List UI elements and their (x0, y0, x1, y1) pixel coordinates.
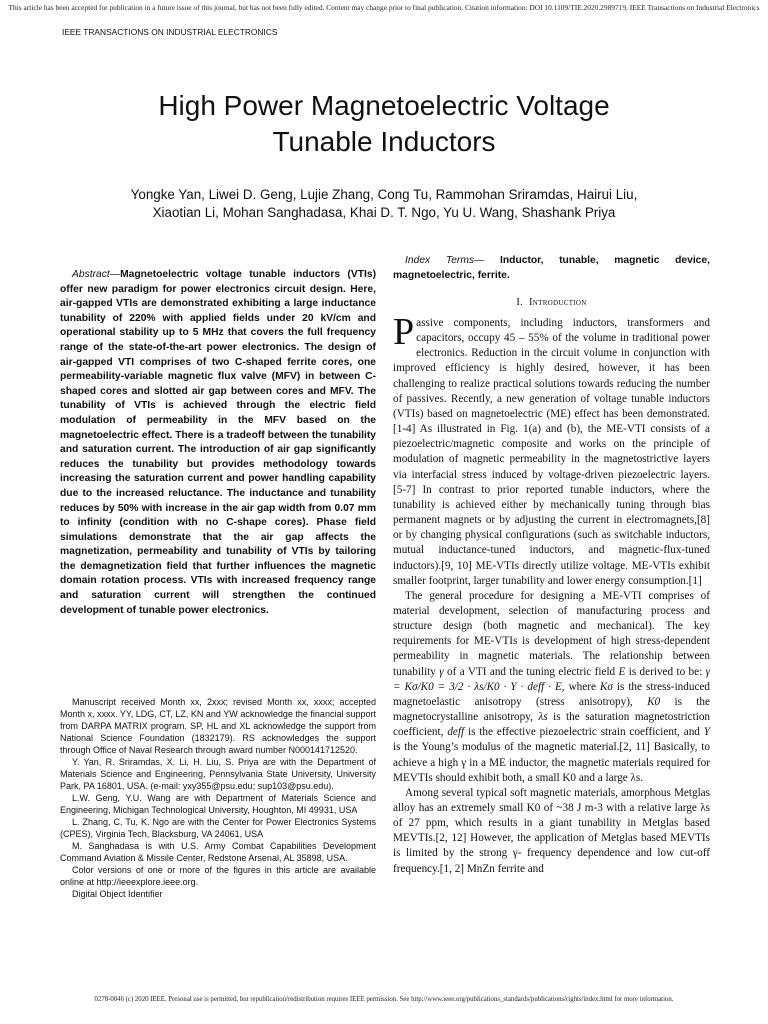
tunability-formula: γ = Kσ/K0 = 3/2 · λs/K0 · Y · deff · E (393, 665, 710, 693)
p2-text-d: , where (561, 680, 600, 693)
p2-text-h: is the effective piezoelectric strain coefficient, and (464, 726, 704, 739)
p2-text-b: of a VTI and the tuning electric field (443, 665, 619, 678)
footnote-affiliation-mtu: L.W. Geng, Y.U. Wang are with Department of Materials Science and Engineering, Michigan Technological University, Houghton, MI 49931, USA (60, 793, 376, 815)
symbol-k-sigma: Kσ (599, 680, 613, 693)
journal-name: IEEE TRANSACTIONS ON INDUSTRIAL ELECTRONICS (62, 27, 278, 37)
intro-paragraph-3: Among several typical soft magnetic materials, amorphous Metglas alloy has an extremely small K0 of ~38 J m-3 with a relative large λs of 27 ppm, which results in a giant tunability in Metglas based MEVTIs.[2, 12] However, the application of Metglas based MEVTIs is limited by the strong γ- frequency dependence and low cut-off frequency.[1, 2] MnZn ferrite and (393, 786, 710, 875)
abstract-label: Abstract— (72, 269, 121, 280)
index-terms-label: Index Terms— (405, 255, 485, 266)
title-line-1: High Power Magnetoelectric Voltage (158, 90, 610, 121)
symbol-e: E (618, 665, 626, 678)
section-number: I. (516, 297, 524, 308)
p2-text-i: is the Young’s modulus of the magnetic material.[2, 11] Basically, to achieve a high γ in a ME inductor, the magnetic materials required for MEVTIs should exhibit both, a small K0 and a large λs. (393, 741, 710, 784)
acceptance-banner: This article has been accepted for publication in a future issue of this journal, but has not been fully edited. Content may change prior to final publication. Citation information: DOI 10.1109/TIE.2020.2989719, IEEE Transactions on Industrial Electronics (8, 3, 760, 12)
footnote-affiliation-psu: Y. Yan, R. Sriramdas, X. Li, H. Liu, S. Priya are with the Department of Materials Science and Engineering, Pennsylvania State University, University Park, PA 16801, USA. (e-mail: yxy355@psu.edu; sup103@psu.edu). (60, 757, 376, 791)
index-terms (393, 254, 710, 283)
introduction-body (393, 311, 711, 877)
footnote-affiliation-vt: L. Zhang, C. Tu, K. Ngo are with the Center for Power Electronics Systems (CPES), Virginia Tech, Blacksburg, VA 24061, USA (60, 817, 376, 839)
author-list (0, 186, 768, 222)
section-title: Introduction (528, 297, 587, 308)
footnote-color-figures: Color versions of one or more of the figures in this article are available online at http://ieeexplore.ieee.org. (60, 865, 376, 887)
intro-paragraph-1 (393, 311, 710, 589)
drop-cap: P (393, 311, 415, 353)
footnotes (60, 696, 376, 900)
copyright-footer: 0278-0046 (c) 2020 IEEE. Personal use is permitted, but republication/redistribution requires IEEE permission. See http://www.ieee.org/publications_standards/publications/rights/index.html for more information. (94, 996, 674, 1003)
authors-line-2: Xiaotian Li, Mohan Sanghadasa, Khai D. T. Ngo, Yu U. Wang, Shashank Priya (152, 205, 616, 220)
symbol-deff: deff (447, 726, 465, 739)
symbol-lambda-s: λs (538, 711, 548, 724)
symbol-gamma: γ (439, 665, 444, 678)
paper-title (0, 88, 768, 160)
symbol-k0: K0 (647, 695, 661, 708)
title-line-2: Tunable Inductors (272, 126, 496, 157)
index-terms-text: Inductor, tunable, magnetic device, magnetoelectric, ferrite. (393, 255, 710, 281)
p2-text-a: The general procedure for designing a ME-VTI comprises of material development, selection of manufacturing process and structure design (both magnetic and mechanical). The key requirements for ME-VTIs is development of high stress-dependent permeability in magnetic materials. The relationship between tunability (393, 589, 710, 678)
intro-paragraph-2 (393, 589, 710, 786)
intro-paragraph-1-text: assive components, including inductors, transformers and capacitors, occupy 45 – 55% of the volume in traditional power electronics. Reduction in the circuit volume in conjunction with improved efficiency is highly desired, however, it has been challenging to realize practical solutions towards reducing the number of passives. Recently, a new generation of voltage tunable inductors (VTIs) based on magnetoelectric (ME) effect has been demonstrated.[1-4] As illustrated in Fig. 1(a) and (b), the ME-VTI consists of a piezoelectric/magnetic composite and works on the principle of modulation of magnetic permeability in the magnetostrictive layers via interfacial stress induced by voltage-driven piezoelectric layers. [5-7] In contrast to prior reported tunable inductors, where the tunability is achieved either by mechanically tuning through bias permanent magnets or by adjusting the current in electromagnets,[8] or by changing physical configurations (such as switchable inductors, mutual inductance-tuned inductors, and magnetic-flux-tuned inductors).[9, 10] ME-VTIs directly utilize voltage. ME-VTIs exhibit smaller footprint, larger tunability and lower energy consumption.[1] (393, 317, 710, 587)
abstract-text: Magnetoelectric voltage tunable inductors (VTIs) offer new paradigm for power electronics circuit design. Here, air-gapped VTIs are demonstrated exhibiting a large inductance tunability of 220% with applied fields under 20 kV/cm and operational stability up to 5 MHz that covers the full frequency range of the state-of-the-art power electronics. The design of air-gapped VTI comprises of two C-shaped ferrite cores, one permeability-variable magnetic flux valve (MFV) in between C-shaped cores and slotted air gap between cores and MFV. The tunability of VTIs is achieved through the electric field modulation of permeability in the MFV based on the magnetoelectric effect. There is a tradeoff between the tunability and saturation current. The introduction of air gap significantly reduces the tunability but provides methodology towards increasing the saturation current and power handling capability due to the increased reluctance. The inductance and tunability reduces by 50% with increase in the air gap width from 0.07 mm to infinity (condition with no C-shape cores). Phase field simulations demonstrate that the air gap affects the magnetization, permeability and tunability of VTIs by tailoring the demagnetization field that further influences the magnetic domain rotation process. VTIs with increased frequency range and saturation current will strengthen the continued development of tunable power electronics. (60, 269, 376, 616)
section-heading (393, 297, 710, 308)
p2-text-e: is the stress-induced magnetoelastic anisotropy (stress anisotropy), (393, 680, 710, 708)
footnote-affiliation-army: M. Sanghadasa is with U.S. Army Combat Capabilities Development Command Aviation & Missile Center, Redstone Arsenal, AL 35898, USA. (60, 841, 376, 863)
p2-text-g: is the saturation magnetostriction coefficient, (393, 711, 711, 739)
symbol-y: Y (703, 726, 711, 739)
p2-text-f: is the magnetocrystalline anisotropy, (393, 695, 710, 724)
footnote-manuscript: Manuscript received Month xx, 2xxx; revised Month xx, xxxx; accepted Month x, xxxx. YY, LDG, CT, LZ, KN and YW acknowledge the financial support from DARPA MATRIX program. SP, HL and XL acknowledge the support from National Science Foundation (1832179). RS acknowledges the support through Office of Naval Research through award number N000141712520. (60, 697, 376, 755)
authors-line-1: Yongke Yan, Liwei D. Geng, Lujie Zhang, Cong Tu, Rammohan Sriramdas, Hairui Liu, (130, 187, 638, 202)
abstract (60, 268, 376, 618)
p2-text-c: is derived to be: (625, 665, 706, 678)
footnote-doi: Digital Object Identifier (72, 889, 163, 899)
